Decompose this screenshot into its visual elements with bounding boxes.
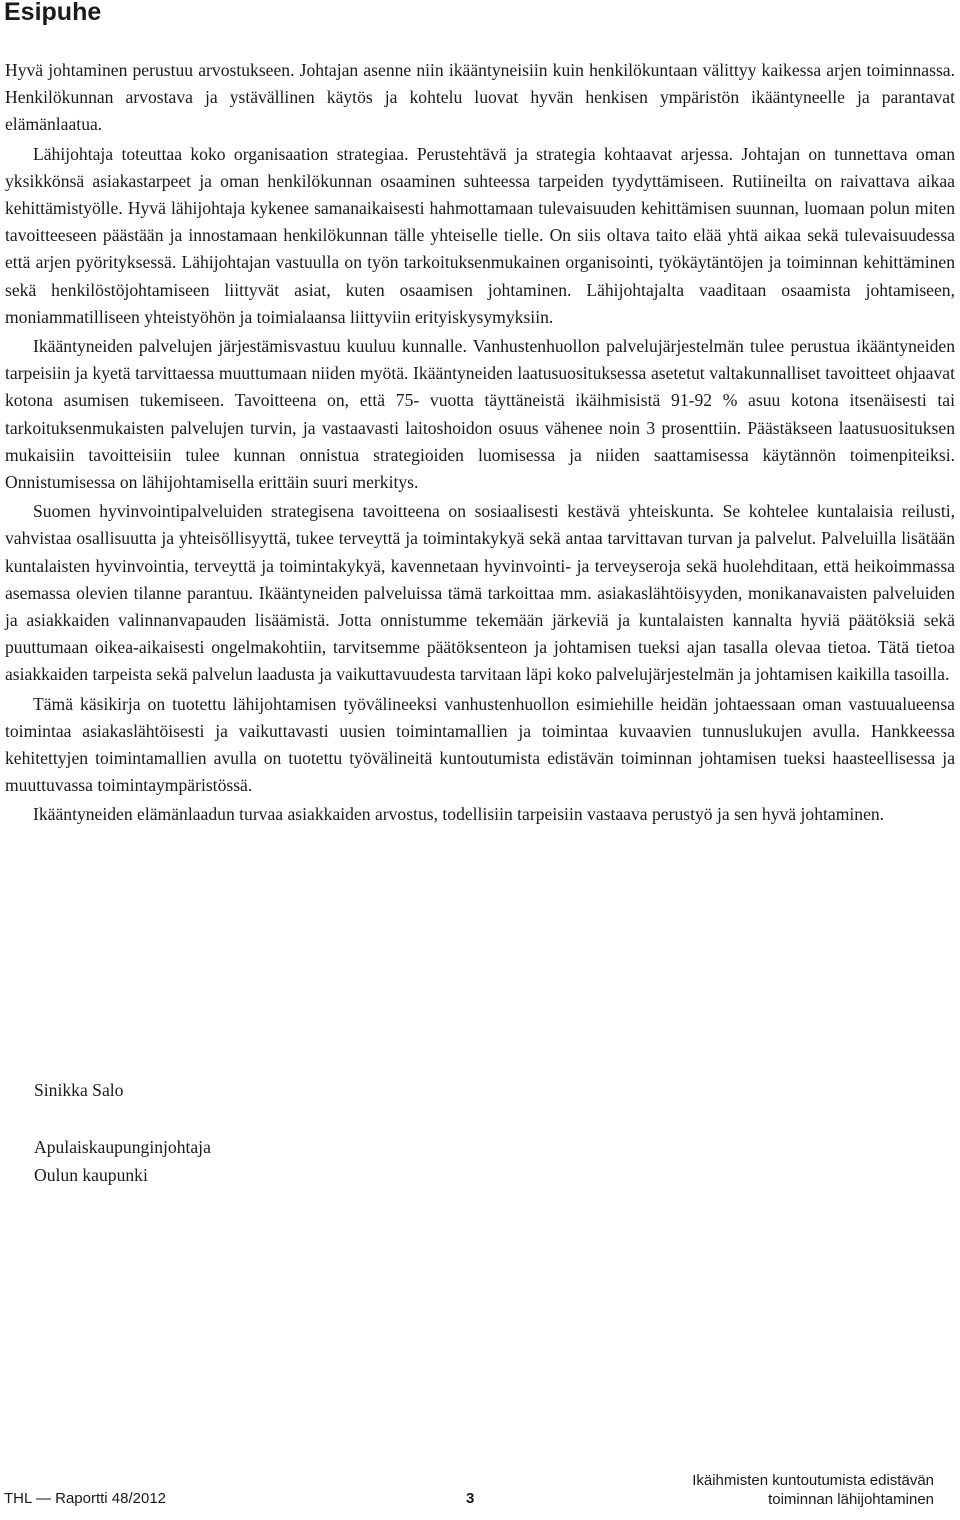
footer-title-line-2: toiminnan lähijohtaminen — [768, 1491, 934, 1508]
footer-title-line-1: Ikäihmisten kuntoutumista edistävän — [692, 1472, 934, 1489]
page-footer — [4, 1472, 934, 1520]
footer-report-id: THL — Raportti 48/2012 — [4, 1490, 167, 1507]
paragraph-kasikirja: Tämä käsikirja on tuotettu lähijohtamisen työvälineeksi vanhustenhuollon esimiehille heidän johtaessaan oman vastuualueensa toimintaa asiakaslähtöisesti ja vaikuttavasti uusien toimintamallien ja toimintaa kuvaavien tunnuslukujen avulla. Hankkeessa kehitettyjen toimintamallien avulla on tuotettu työvälineitä kuntoutumista edistävän toiminnan johtamisen tueksi haasteellisessa ja muuttuvassa toimintaympäristössä. — [5, 693, 955, 796]
page-heading: Esipuhe — [4, 0, 102, 26]
signature-name: Sinikka Salo — [34, 1080, 124, 1100]
body-text — [5, 57, 955, 831]
signature-organization: Oulun kaupunki — [34, 1164, 148, 1185]
paragraph-strategia: Suomen hyvinvointipalveluiden strategisena tavoitteena on sosiaalisesti kestävä yhteiskunta. Se kohtelee kuntalaisia reilusti, vahvistaa osallisuutta ja yhteisöllisyyttä, tukee terveyttä ja toimintakykyä sekä antaa tarvittavan turvan ja palvelut. Palveluilla lisätään kuntalaisten hyvinvointia, terveyttä ja toimintakykyä, kavennetaan hyvinvointi- ja terveyseroja sekä huolehditaan, että heikoimmassa asemassa olevien tilanne parantuu. Ikääntyneiden palveluissa tämä tarkoittaa mm. asiakaslähtöisyyden, monikanavaisten palveluiden ja asiakkaiden valinnanvapauden lisäämistä. Jotta onnistumme tekemään järkeviä ja kuntalaisten kannalta hyviä päätöksiä sekä puuttumaan oikea-aikaisesti ongelmakohtiin, tarvitsemme päätöksenteon ja johtamisen tueksi ajan tasalla olevaa tietoa. Tätä tietoa asiakkaiden tarpeista sekä palvelun laadusta ja vaikuttavuudesta tarvitaan läpi koko palvelujärjestelmän ja johtamisen kaikilla tasoilla. — [5, 501, 955, 685]
paragraph-palvelut: Ikääntyneiden palvelujen järjestämisvastuu kuuluu kunnalle. Vanhustenhuollon palvelujärjestelmän tulee perustua ikääntyneiden tarpeisiin ja kyetä tarvittaessa muuttumaan niiden myötä. Ikääntyneiden laatusuosituksessa asetetut valtakunnalliset tavoitteet ohjaavat kotona asumisen tukemiseen. Tavoitteena on, että 75- vuotta täyttäneistä ikäihmisistä 91-92 % asuu kotona itsenäisesti tai tarkoituksenmukaisten palvelujen turvin, ja vastaavasti laitoshoidon osuus vähenee noin 3 prosenttiin. Päästäkseen laatusuosituksen mukaisiin tavoitteisiin tulee kunnan onnistua strategioiden luomisessa ja niiden saattamisessa käytännön toimenpiteiksi. Onnistumisessa on lähijohtamisella erittäin suuri merkitys. — [5, 336, 955, 493]
footer-document-title — [692, 1471, 934, 1509]
paragraph-lahijohtaja: Lähijohtaja toteuttaa koko organisaation strategiaa. Perustehtävä ja strategia kohtaavat arjessa. Johtajan on tunnettava oman yksikkönsä asiakastarpeet ja oman henkilökunnan osaaminen suhteessa tarpeiden tyydyttämiseen. Rutiineilta on raivattava aikaa kehittämistyölle. Hyvä lähijohtaja kykenee samanaikaisesti hahmottamaan tulevaisuuden kehittämisen suunnan, luomaan polun miten tavoitteeseen päästään ja innostamaan henkilökunnan tälle yhteiselle tielle. On siis oltava taito elää yhtä aikaa sekä tulevaisuudessa että arjen pyörityksessä. Lähijohtajan vastuulla on työn tarkoituksenmukainen organisointi, työkäytäntöjen ja toiminnan kehittäminen sekä henkilöstöjohtamiseen liittyvät asiat, kuten osaamisen johtaminen. Lähijohtajalta vaaditaan osaamista johtamiseen, moniammatilliseen yhteistyöhön ja toimialaansa liittyviin erityiskysymyksiin. — [5, 143, 955, 327]
signature-block — [34, 1134, 211, 1189]
footer-page-number: 3 — [466, 1490, 475, 1507]
signature-title: Apulaiskaupunginjohtaja — [34, 1137, 211, 1157]
paragraph-closing: Ikääntyneiden elämänlaadun turvaa asiakkaiden arvostus, todellisiin tarpeisiin vastaava perustyö ja sen hyvä johtaminen. — [33, 804, 885, 825]
paragraph-intro: Hyvä johtaminen perustuu arvostukseen. Johtajan asenne niin ikääntyneisiin kuin henkilökuntaan välittyy kaikessa arjen toiminnassa. Henkilökunnan arvostava ja ystävällinen käytös ja kohtelu luovat hyvän henkisen ympäristön ikääntyneelle ja parantavat elämänlaatua. — [5, 60, 955, 135]
